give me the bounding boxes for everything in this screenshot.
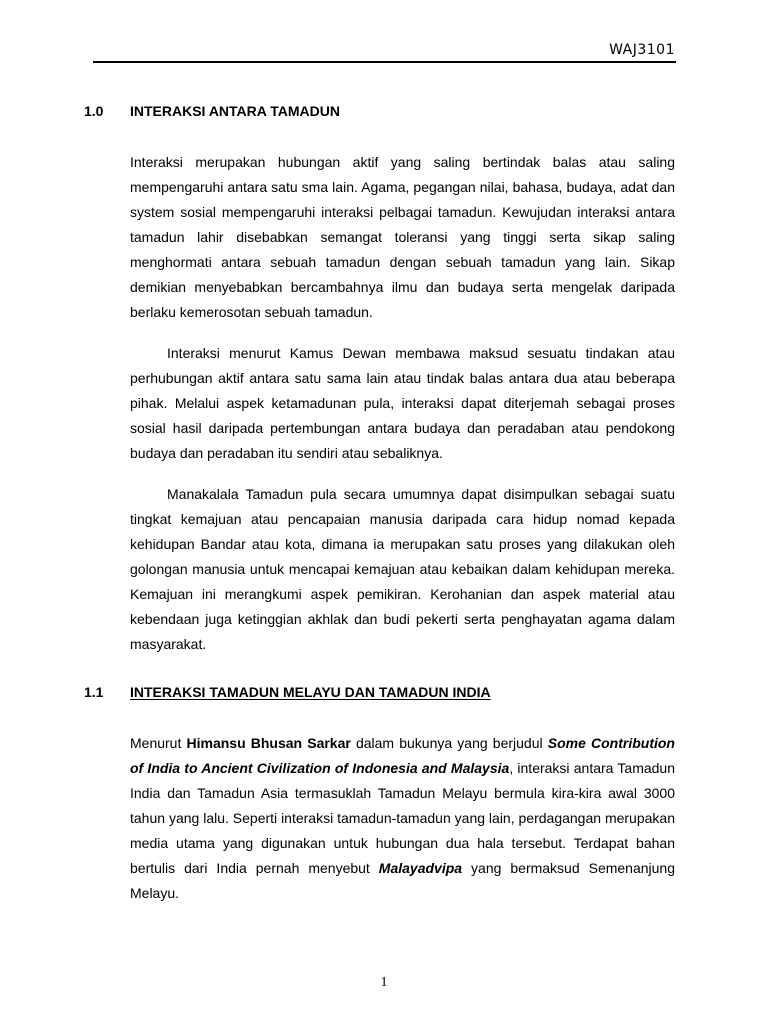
paragraph-tamadun-definition: Manakalala Tamadun pula secara umumnya dapat disimpulkan sebagai suatu tingkat kemajuan atau pencapaian manusia daripada cara hidup nomad kepada kehidupan Bandar atau kota, dimana ia merupakan satu proses yang dilakukan oleh golongan manusia untuk mencapai kemajuan atau kebaikan dalam kehidupan mereka. Kemajuan ini merangkumi aspek pemikiran. Kerohanian dan aspek material atau kebendaan juga ketinggian akhlak dan budi pekerti serta penghayatan agama dalam masyarakat. xyxy=(130,486,675,652)
section-title: INTERAKSI ANTARA TAMADUN xyxy=(130,103,340,119)
paragraph-text: dalam bukunya yang berjudul xyxy=(350,735,548,751)
header-course-code: WAJ3101 xyxy=(609,42,675,58)
section-number: 1.1 xyxy=(84,684,104,700)
paragraph-text: yang bermaksud Semenanjung Melayu. xyxy=(130,860,676,901)
section-number: 1.0 xyxy=(84,103,104,119)
section-heading-1-1 xyxy=(84,684,491,700)
paragraph-text: Menurut xyxy=(130,735,187,751)
section-title: INTERAKSI TAMADUN MELAYU DAN TAMADUN INDIA xyxy=(130,684,491,700)
header-rule xyxy=(93,61,676,63)
paragraph-text: , interaksi antara Tamadun India dan Tamadun Asia termasuklah Tamadun Melayu bermula kira-kira awal 3000 tahun yang lalu. Seperti interaksi tamadun-tamadun yang lain, perdagangan merupakan media utama yang digunakan untuk hubungan dua hala tersebut. Terdapat bahan bertulis dari India pernah menyebut xyxy=(130,760,675,876)
paragraph-melayu-india xyxy=(130,731,675,906)
author-name: Himansu Bhusan Sarkar xyxy=(186,735,351,751)
page-number: 1 xyxy=(380,975,388,990)
paragraph-interaksi-definition: Interaksi merupakan hubungan aktif yang saling bertindak balas atau saling mempengaruhi antara satu sma lain. Agama, pegangan nilai, bahasa, budaya, adat dan system sosial mempengaruhi interaksi pelbagai tamadun. Kewujudan interaksi antara tamadun lahir disebabkan semangat toleransi yang tinggi serta sikap saling menghormati antara sebuah tamadun dengan sebuah tamadun yang lain. Sikap demikian menyebabkan bercambahnya ilmu dan budaya serta mengelak daripada berlaku kemerosotan sebuah tamadun. xyxy=(130,154,675,320)
paragraph-kamus-dewan: Interaksi menurut Kamus Dewan membawa maksud sesuatu tindakan atau perhubungan aktif antara satu sama lain atau tindak balas antara dua atau beberapa pihak. Melalui aspek ketamadunan pula, interaksi dapat diterjemah sebagai proses sosial hasil daripada pertembungan antara budaya dan peradaban atau pendokong budaya dan peradaban itu sendiri atau sebaliknya. xyxy=(130,345,675,461)
term-malayadvipa: Malayadvipa xyxy=(378,860,463,876)
book-title: Some Contribution of India to Ancient Civilization of Indonesia and Malaysia xyxy=(130,735,675,776)
section-heading-1-0 xyxy=(84,103,340,119)
